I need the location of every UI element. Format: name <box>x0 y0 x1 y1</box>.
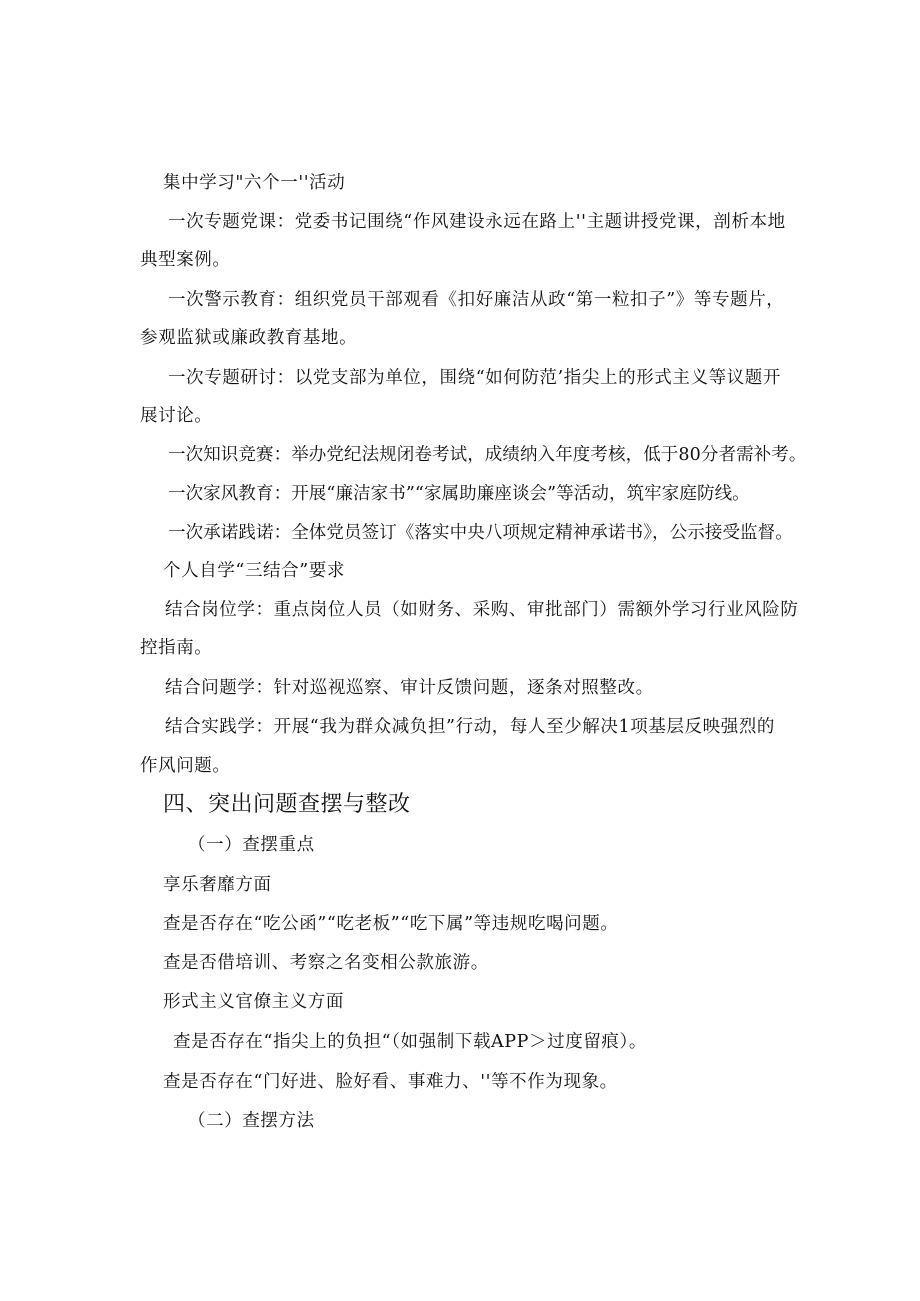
paragraph-family-education: 一次家风教育：开展“廉洁家书”“家属助廉座谈会”等活动，筑牢家庭防线。 <box>168 484 750 504</box>
paragraph-formalism: 形式主义官僚主义方面 <box>163 992 344 1012</box>
paragraph-check-travel: 查是否借培训、考察之名变相公款旅游。 <box>163 953 489 973</box>
paragraph-hedonism: 享乐奢靡方面 <box>163 875 272 895</box>
paragraph-party-lecture-cont: 典型案例。 <box>140 250 231 270</box>
subheading-check-focus: （一）查摆重点 <box>188 835 315 855</box>
paragraph-special-seminar: 一次专题研讨：以党支部为单位，围绕“如何防范’指尖上的形式主义等议题开 <box>168 368 782 388</box>
paragraph-knowledge-contest: 一次知识竞赛：举办党纪法规闭卷考试，成绩纳入年度考核，低于80分者需补考。 <box>168 445 807 465</box>
paragraph-warning-education-cont: 参观监狱或廉政教育基地。 <box>140 328 358 348</box>
paragraph-practice-study-cont: 作风问题。 <box>140 756 231 776</box>
subheading-check-method: （二）查摆方法 <box>188 1111 315 1131</box>
section-heading: 四、突出问题查摆与整改 <box>163 792 411 817</box>
paragraph-party-lecture: 一次专题党课：党委书记围绕“作风建设永远在路上''主题讲授党课，剖析本地 <box>168 212 786 232</box>
paragraph-commitment: 一次承诺践诺：全体党员签订《落实中央八项规定精神承诺书》，公示接受监督。 <box>168 523 793 543</box>
paragraph-warning-education: 一次警示教育：组织党员干部观看《扣好廉洁从政“第一粒扣子”》等专题片， <box>168 290 785 310</box>
paragraph-post-study-cont: 控指南。 <box>140 638 213 658</box>
paragraph-problem-study: 结合问题学：针对巡视巡察、审计反馈问题，逐条对照整改。 <box>165 678 654 698</box>
paragraph-special-seminar-cont: 展讨论。 <box>140 406 213 426</box>
paragraph-check-dining: 查是否存在“吃公函”“吃老板”“吃下属”等违规吃喝问题。 <box>163 914 619 934</box>
paragraph-heading-study-activities: 集中学习"六个一''活动 <box>163 173 346 193</box>
paragraph-check-fingertip-burden: 查是否存在“指尖上的负担“（如强制下载APP＞过度留痕）。 <box>173 1032 647 1052</box>
paragraph-practice-study: 结合实践学：开展“我为群众减负担”行动，每人至少解决1项基层反映强烈的 <box>165 717 776 737</box>
paragraph-heading-self-study: 个人自学“三结合”要求 <box>163 561 345 581</box>
paragraph-post-study: 结合岗位学：重点岗位人员（如财务、采购、审批部门）需额外学习行业风险防 <box>165 600 799 620</box>
paragraph-check-inaction: 查是否存在“门好进、脸好看、事难力、''等不作为现象。 <box>163 1072 618 1092</box>
